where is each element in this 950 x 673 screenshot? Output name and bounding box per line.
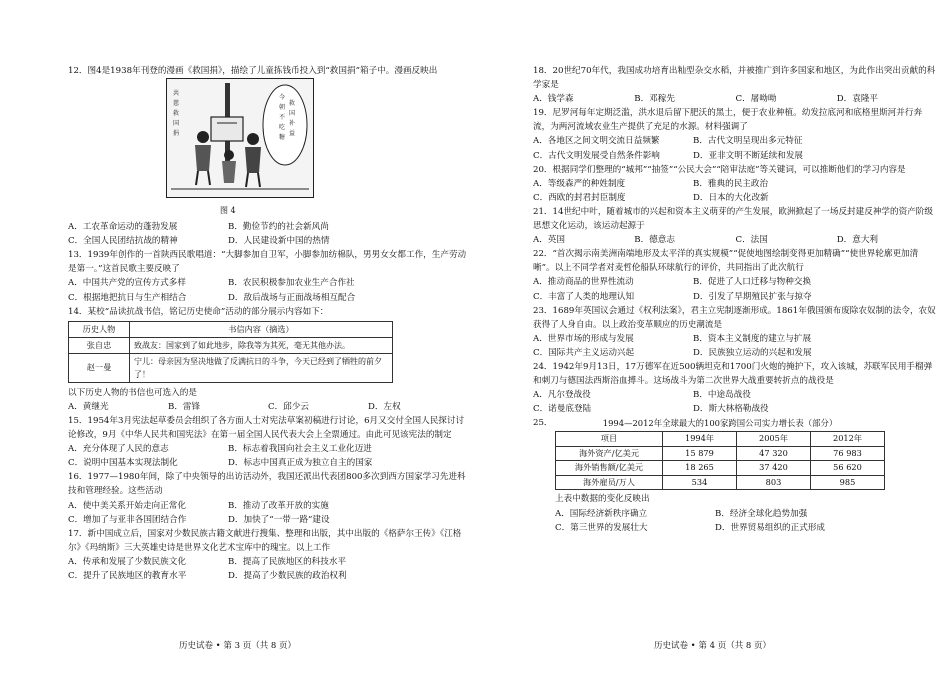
- question-stem: 17．新中国成立后，国家对少数民族古籍文献进行搜集、整理和出版，其中出版的《格萨尔王传》《江格尔》《玛纳斯》三大英雄史诗是世界文化艺术宝库中的瑰宝。以上工作: [68, 528, 462, 553]
- table-header-cell: 书信内容（摘选）: [130, 321, 393, 337]
- question-18: [533, 64, 938, 106]
- question-followup: 上表中数据的变化反映出: [555, 494, 650, 505]
- comic-drawing: [167, 79, 313, 197]
- page-footer: 历史试卷 • 第 4 页（共 8 页）: [653, 641, 772, 651]
- option-a[interactable]: A．传承和发展了少数民族文化: [68, 556, 186, 567]
- question-13: [68, 248, 468, 304]
- svg-text:益: 益: [289, 130, 296, 138]
- page-footer: 历史试卷 • 第 3 页（共 8 页）: [178, 641, 297, 651]
- option-a[interactable]: A．国际经济新秩序确立: [555, 508, 648, 519]
- svg-text:共: 共: [173, 90, 180, 98]
- svg-text:国: 国: [289, 110, 296, 118]
- options: [68, 555, 468, 583]
- question-14: [68, 305, 468, 414]
- table-cell: 宁儿：母亲因为坚决地做了反满抗日的斗争，今天已经到了牺牲的前夕了！: [130, 353, 393, 382]
- question-stem: 14．某校“品读抗战书信，铭记历史使命”活动的部分展示内容如下：: [68, 306, 329, 317]
- option-a[interactable]: A．推动商品的世界性流动: [533, 277, 634, 288]
- question-stem: 20．根据同学们整理的“城邦”“抽签”“公民大会”“陪审法庭”等关键词，可以推断他们的学习内容是: [533, 164, 906, 175]
- options: [533, 177, 938, 205]
- options: [533, 92, 938, 106]
- options: [533, 233, 938, 247]
- option-c[interactable]: C．根据地把抗日与生产相结合: [68, 292, 187, 303]
- option-d[interactable]: D．袁隆平: [836, 94, 879, 105]
- table-cell: 张自忠: [69, 337, 130, 353]
- option-b[interactable]: B．经济全球化趋势加强: [715, 508, 808, 519]
- options: [68, 276, 468, 304]
- question-25: [533, 416, 938, 534]
- table-header-row: [69, 321, 393, 337]
- option-a[interactable]: A．英国: [533, 235, 565, 246]
- question-stem: 23．1689年英国议会通过《权利法案》，君主立宪制逐渐形成。1861年俄国颁布废除农奴制的法令，农奴获得了人身自由。以上政治变革顺应的历史潮流是: [533, 305, 936, 330]
- right-content: [533, 64, 938, 535]
- question-stem: 21．14世纪中叶，随着城市的兴起和资本主义萌芽的产生发展，欧洲掀起了一场反封建反神学的资产阶级思想文化运动，该运动起源于: [533, 206, 933, 232]
- option-b[interactable]: B．标志着我国向社会主义工业化迈进: [228, 444, 372, 455]
- table-header-row: [556, 432, 885, 447]
- option-c[interactable]: C．屠呦呦: [735, 94, 777, 105]
- option-c[interactable]: C．西欧的封君封臣制度: [533, 192, 626, 203]
- option-c[interactable]: C．第三世界的发展壮大: [555, 522, 648, 533]
- svg-text:今: 今: [279, 94, 286, 102]
- question-16: [68, 470, 468, 526]
- question-21: [533, 205, 938, 247]
- option-c[interactable]: C．诺曼底登陆: [533, 404, 592, 415]
- left-content: [68, 64, 468, 583]
- option-a[interactable]: A．中国共产党的宣传方式多样: [68, 278, 186, 289]
- table-cell: 海外雇员/万人: [556, 475, 663, 490]
- option-d[interactable]: D．引发了早期殖民扩张与掠夺: [693, 291, 812, 302]
- question-17: [68, 527, 468, 583]
- question-followup: 以下历史人物的书信也可选入的是: [68, 387, 197, 398]
- option-b[interactable]: B．雅典的民主政治: [693, 178, 769, 189]
- option-b[interactable]: B．农民积极参加农业生产合作社: [228, 278, 355, 289]
- svg-text:补: 补: [289, 120, 296, 128]
- table-header-cell: 2005年: [737, 432, 811, 447]
- svg-text:糖: 糖: [279, 134, 286, 142]
- table-cell: 56 620: [811, 461, 885, 476]
- question-stem: 16．1977—1980年间，除了中央领导的出访活动外，我国还派出代表团800多次到西方国家学习先进科技和管理经验。这些活动: [68, 472, 466, 497]
- table-cell: 803: [737, 475, 811, 490]
- question-stem: 19．尼罗河每年定期泛滥，洪水退后留下肥沃的黑土，便于农业种植。幼发拉底河和底格里斯河并行奔流，为两河流域农业生产提供了充足的水源。材料强调了: [533, 108, 923, 133]
- question-15: [68, 414, 468, 470]
- figure-caption: 图 4: [220, 206, 236, 216]
- question-number: 25．: [533, 418, 553, 429]
- table-row: [69, 353, 393, 382]
- options: [68, 442, 468, 470]
- option-d[interactable]: D．斯大林格勒战役: [693, 404, 769, 415]
- svg-text:捐: 捐: [173, 130, 180, 138]
- option-a[interactable]: A．黄继光: [68, 401, 109, 412]
- svg-text:吃: 吃: [279, 124, 286, 132]
- option-b[interactable]: B．提高了民族地区的科技水平: [228, 556, 347, 567]
- option-c[interactable]: C．国际共产主义运动兴起: [533, 347, 635, 358]
- option-a[interactable]: A．各地区之间文明交流日益频繁: [533, 136, 660, 147]
- table-header-cell: 2012年: [811, 432, 885, 447]
- option-d[interactable]: D．世界贸易组织的正式形成: [715, 522, 826, 533]
- option-d[interactable]: D．亚非文明不断延续和发展: [693, 150, 804, 161]
- option-a[interactable]: A．工农革命运动的蓬勃发展: [68, 222, 178, 233]
- table-header-cell: 1994年: [663, 432, 737, 447]
- question-23: [533, 304, 938, 360]
- option-b[interactable]: B．雷锋: [168, 401, 201, 412]
- question-stem: 15．1954年3月宪法起草委员会组织了各方面人士对宪法草案初稿进行讨论，6月又交付全国人民探讨讨论修改，9月《中华人民共和国宪法》在第一届全国人民代表大会上全票通过。由此可见该宪法的制定: [68, 415, 465, 441]
- option-c[interactable]: C．全国人民团结抗战的精神: [68, 236, 178, 247]
- table-row: [556, 446, 885, 461]
- comic-figure-4: [68, 78, 468, 220]
- option-a[interactable]: A．世界市场的形成与发展: [533, 333, 634, 344]
- option-c[interactable]: C．丰富了人类的地理认知: [533, 291, 635, 302]
- option-b[interactable]: B．邓稼先: [634, 94, 675, 105]
- option-d[interactable]: D．敌后战场与正面战场相互配合: [228, 292, 356, 303]
- table-title: 1994—2012年全球最大的100家跨国公司实力增长表（部分）: [602, 418, 838, 429]
- option-c[interactable]: C．法国: [735, 235, 768, 246]
- option-b[interactable]: B．德意志: [634, 235, 675, 246]
- option-b[interactable]: B．促进了人口迁移与物种交换: [693, 277, 812, 288]
- question-stem: 18．20世纪70年代，我国成功培育出籼型杂交水稻，并被推广到许多国家和地区，为此作出突出贡献的科学家是: [533, 66, 936, 91]
- table-cell: 47 320: [737, 446, 811, 461]
- option-d[interactable]: D．加快了“一带一路”建设: [228, 514, 330, 525]
- data-table: [555, 431, 885, 490]
- table-cell: 海外资产/亿美元: [556, 446, 663, 461]
- option-b[interactable]: B．资本主义制度的建立与扩展: [693, 333, 812, 344]
- option-c[interactable]: C．提升了民族地区的教育水平: [68, 570, 187, 581]
- table-row: [556, 475, 885, 490]
- question-22: [533, 247, 938, 303]
- table-header-cell: 项目: [556, 432, 663, 447]
- table-cell: 海外销售额/亿美元: [556, 461, 663, 476]
- option-b[interactable]: B．勤俭节约的社会新风尚: [228, 222, 329, 233]
- table-cell: 534: [663, 475, 737, 490]
- options: [533, 332, 938, 360]
- options: [68, 499, 468, 527]
- option-d[interactable]: D．意大利: [836, 235, 879, 246]
- option-b[interactable]: B．中途岛战役: [693, 390, 751, 401]
- table-row: [556, 461, 885, 476]
- options: [533, 507, 938, 535]
- table-cell: 致战友：国家到了如此地步，除我等为其死，毫无其他办法。: [130, 337, 393, 353]
- option-d[interactable]: D．左权: [368, 401, 401, 412]
- option-a[interactable]: A．凡尔登战役: [533, 390, 591, 401]
- question-stem: 13．1939年创作的一首陕西民歌唱道：“大脚参加自卫军，小脚参加纺棉队，男男女女都工作，生产劳动是第一。”这首民歌主要反映了: [68, 250, 467, 275]
- question-19: [533, 106, 938, 162]
- options: [533, 275, 938, 303]
- option-d[interactable]: D．日本的大化改新: [693, 192, 769, 203]
- option-c[interactable]: C．说明中国基本实现法制化: [68, 458, 178, 469]
- question-24: [533, 360, 938, 416]
- svg-text:救: 救: [289, 100, 296, 108]
- question-12: [68, 64, 468, 248]
- comic-illustration: [166, 78, 314, 198]
- option-a[interactable]: A．等级森严的种姓制度: [533, 178, 626, 189]
- question-stem: 12．图4是1938年刊登的漫画《救国捐》，描绘了儿童拣钱币投入到“救国捐”箱子中。漫画反映出: [68, 66, 438, 76]
- table-cell: 18 265: [663, 461, 737, 476]
- option-c[interactable]: C．增加了与亚非各国团结合作: [68, 514, 187, 525]
- option-b[interactable]: B．古代文明呈现出多元特征: [693, 136, 803, 147]
- option-d[interactable]: D．人民建设新中国的热情: [228, 236, 330, 247]
- svg-text:不: 不: [279, 114, 286, 122]
- option-d[interactable]: D．提高了少数民族的政治权利: [228, 570, 347, 581]
- letters-table: [68, 321, 393, 383]
- question-stem: 22．“首次揭示南美洲南端地形及太平洋的真实规模”“促使地图绘制变得更加精确”“使世界轮廓更加清晰”。以上不同学者对麦哲伦船队环球航行的评价，共同指出了此次航行: [533, 249, 919, 274]
- table-row: [69, 337, 393, 353]
- option-a[interactable]: A．充分体现了人民的意志: [68, 444, 169, 455]
- table-cell: 37 420: [737, 461, 811, 476]
- question-stem: 24．1942年9月13日，17万德军在近500辆坦克和1700门火炮的掩护下，攻入该城，苏联军民用手榴弹和刺刀与德国法西斯浴血搏斗。这场战斗为第二次世界大战重要转折点的战役是: [533, 361, 933, 387]
- right-page: [475, 0, 950, 673]
- option-b[interactable]: B．推动了改革开放的实施: [228, 500, 329, 511]
- option-c[interactable]: C．邱少云: [268, 401, 309, 412]
- question-20: [533, 163, 938, 205]
- option-a[interactable]: A．钱学森: [533, 94, 574, 105]
- table-header-cell: 历史人物: [69, 321, 130, 337]
- option-a[interactable]: A．使中美关系开始走向正常化: [68, 500, 186, 511]
- options: [68, 400, 468, 414]
- options: [533, 388, 938, 416]
- table-cell: 15 879: [663, 446, 737, 461]
- svg-text:慈: 慈: [173, 100, 180, 108]
- table-cell: 赵一曼: [69, 353, 130, 382]
- option-d[interactable]: D．标志中国真正成为独立自主的国家: [228, 458, 373, 469]
- options: [533, 134, 938, 162]
- svg-text:国: 国: [173, 120, 180, 128]
- table-cell: 985: [811, 475, 885, 490]
- options: [68, 220, 468, 248]
- table-cell: 76 983: [811, 446, 885, 461]
- option-d[interactable]: D．民族独立运动的兴起和发展: [693, 347, 812, 358]
- svg-text:朝: 朝: [279, 104, 286, 112]
- svg-text:救: 救: [173, 110, 180, 118]
- option-c[interactable]: C．古代文明发展受自然条件影响: [533, 150, 660, 161]
